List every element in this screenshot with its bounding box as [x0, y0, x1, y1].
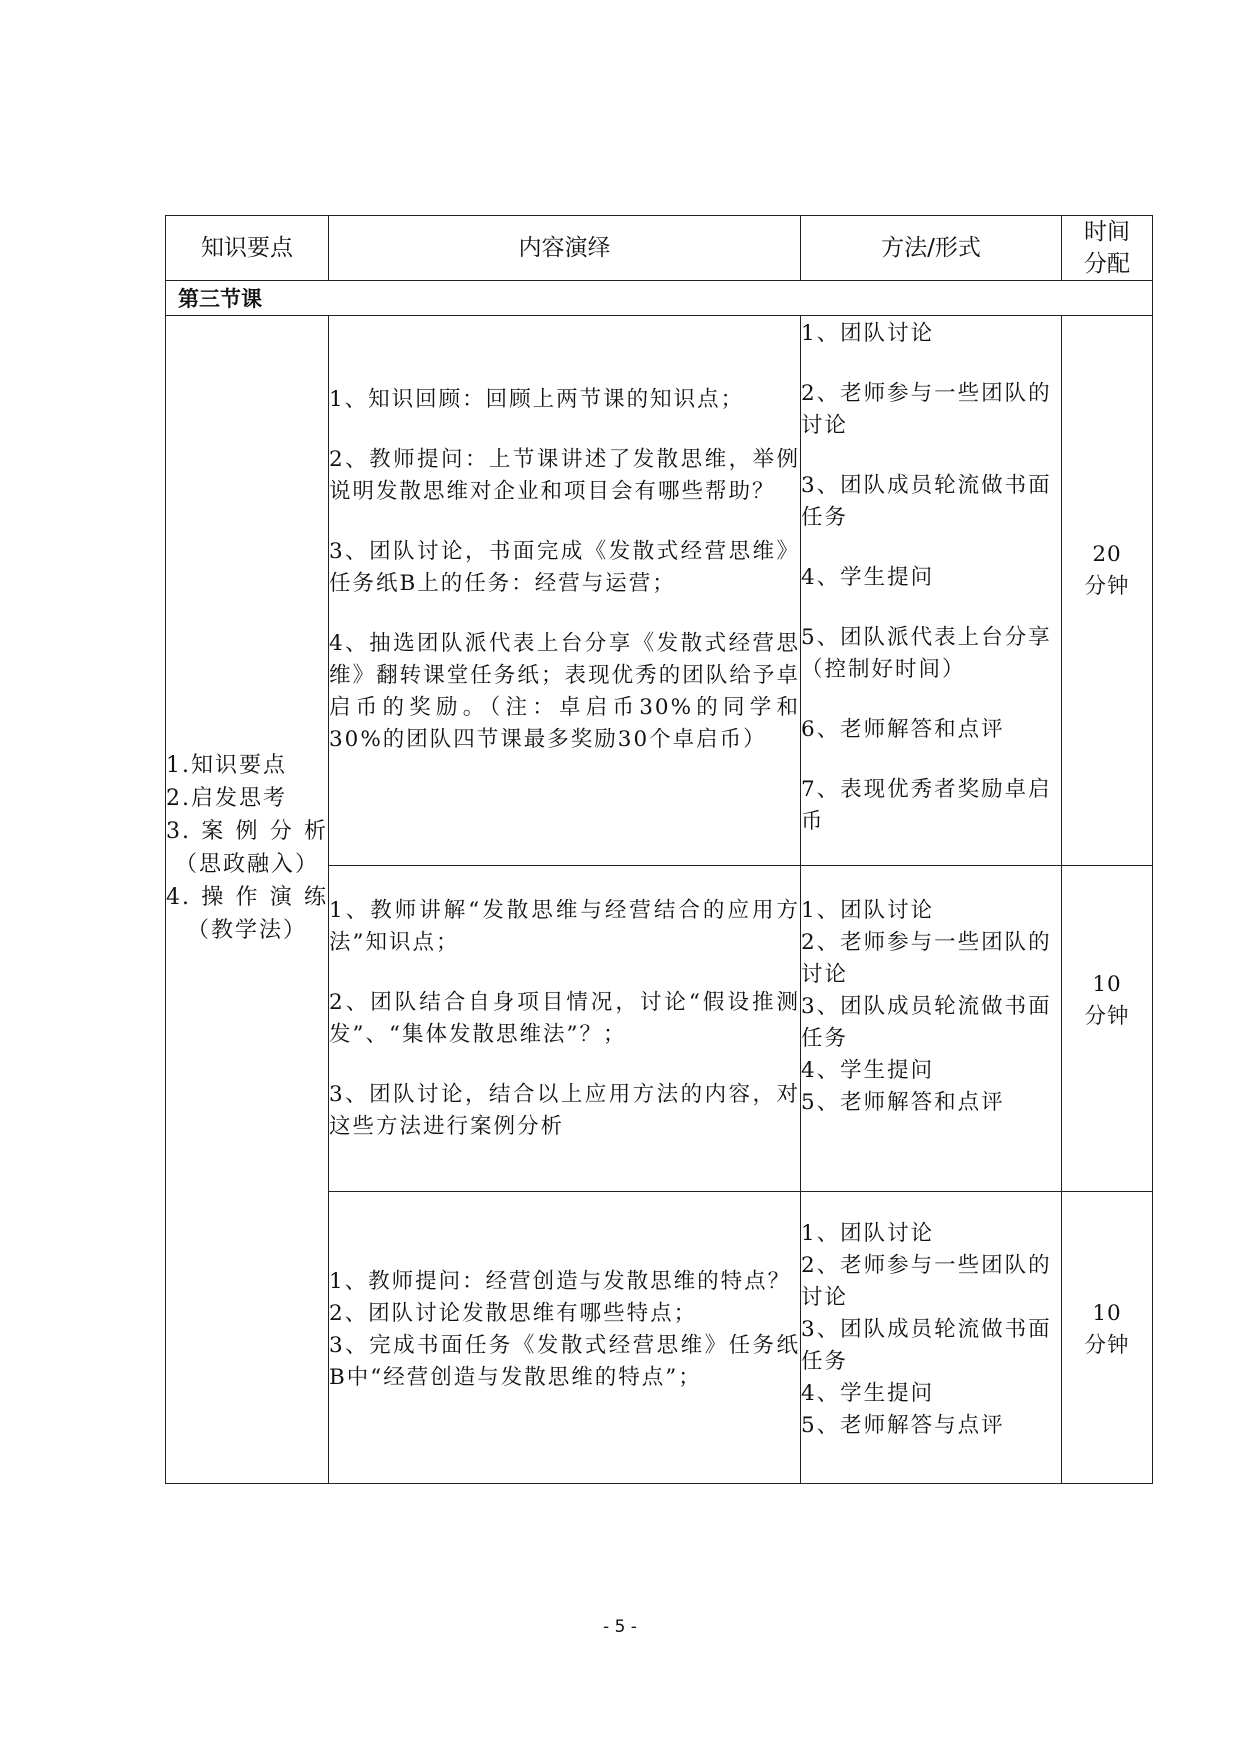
content-item: 3、完成书面任务《发散式经营思维》任务纸B中“经营创造与发散思维的特点”； — [329, 1332, 800, 1390]
header-time-line1: 时间 — [1084, 219, 1130, 245]
content-item: 2、团队讨论发散思维有哪些特点； — [329, 1300, 698, 1326]
content-cell — [329, 316, 801, 866]
time-unit: 分钟 — [1084, 1003, 1130, 1029]
method-item: 2、老师参与一些团队的讨论 — [801, 1252, 1052, 1310]
content-cell — [329, 1192, 801, 1484]
knowledge-point: （思政融入） — [174, 851, 319, 877]
knowledge-point: 2.启发思考 — [166, 785, 287, 811]
time-unit: 分钟 — [1084, 1332, 1130, 1358]
method-item: 2、老师参与一些团队的讨论 — [801, 930, 1052, 987]
method-item: 2、老师参与一些团队的讨论 — [801, 381, 1052, 438]
table-row — [166, 316, 1153, 866]
content-item: 4、抽选团队派代表上台分享《发散式经营思维》翻转课堂任务纸；表现优秀的团队给予卓启币的奖励。（注：卓启币30%的同学和30%的团队四节课最多奖励30个卓启币） — [329, 630, 800, 752]
time-cell — [1062, 866, 1153, 1192]
method-item: 5、老师解答与点评 — [801, 1412, 1005, 1438]
section-title: 第三节课 — [166, 281, 1153, 316]
method-item: 3、团队成员轮流做书面任务 — [801, 994, 1052, 1051]
content-item: 1、教师提问：经营创造与发散思维的特点？ — [329, 1268, 792, 1294]
content-item: 2、教师提问：上节课讲述了发散思维，举例说明发散思维对企业和项目会有哪些帮助？ — [329, 446, 800, 504]
method-cell — [801, 316, 1062, 866]
method-cell — [801, 1192, 1062, 1484]
method-item: 1、团队讨论 — [801, 898, 935, 923]
time-value: 10 — [1092, 1300, 1122, 1326]
knowledge-point: 3.案例分析 — [166, 818, 328, 844]
knowledge-point: 1.知识要点 — [166, 752, 287, 778]
method-item: 4、学生提问 — [801, 1380, 935, 1406]
method-item: 7、表现优秀者奖励卓启币 — [801, 777, 1052, 834]
header-knowledge: 知识要点 — [166, 216, 329, 281]
content-item: 3、团队讨论，结合以上应用方法的内容，对这些方法进行案例分析 — [329, 1082, 800, 1139]
method-item: 4、学生提问 — [801, 565, 935, 590]
header-time-line2: 分配 — [1084, 251, 1130, 277]
content-item: 1、教师讲解“发散思维与经营结合的应用方法”知识点； — [329, 898, 800, 955]
content-item: 3、团队讨论，书面完成《发散式经营思维》任务纸B上的任务：经营与运营； — [329, 538, 800, 596]
header-row — [166, 216, 1153, 281]
method-item: 4、学生提问 — [801, 1058, 935, 1083]
time-cell — [1062, 1192, 1153, 1484]
method-item: 3、团队成员轮流做书面任务 — [801, 473, 1052, 530]
method-item: 1、团队讨论 — [801, 1220, 935, 1246]
knowledge-point: 4.操作演练 — [166, 884, 328, 910]
time-cell — [1062, 316, 1153, 866]
method-item: 1、团队讨论 — [801, 321, 935, 346]
page-number: - 5 - — [603, 1617, 637, 1637]
method-cell — [801, 866, 1062, 1192]
method-item: 6、老师解答和点评 — [801, 717, 1005, 742]
header-method: 方法/形式 — [801, 216, 1062, 281]
content-cell — [329, 866, 801, 1192]
method-item: 5、老师解答和点评 — [801, 1090, 1005, 1115]
content-item: 1、知识回顾：回顾上两节课的知识点； — [329, 386, 745, 412]
lesson-plan-table — [165, 215, 1153, 1484]
time-value: 20 — [1092, 541, 1122, 567]
header-content: 内容演绎 — [329, 216, 801, 281]
method-item: 3、团队成员轮流做书面任务 — [801, 1316, 1052, 1374]
header-time — [1062, 216, 1153, 281]
time-value: 10 — [1092, 971, 1122, 997]
knowledge-points-cell — [166, 316, 329, 1484]
method-item: 5、团队派代表上台分享（控制好时间） — [801, 625, 1052, 682]
content-item: 2、团队结合自身项目情况，讨论“假设推测发”、“集体发散思维法”？； — [329, 990, 800, 1047]
section-row — [166, 281, 1153, 316]
time-unit: 分钟 — [1084, 573, 1130, 599]
knowledge-point: （教学法） — [186, 917, 307, 943]
